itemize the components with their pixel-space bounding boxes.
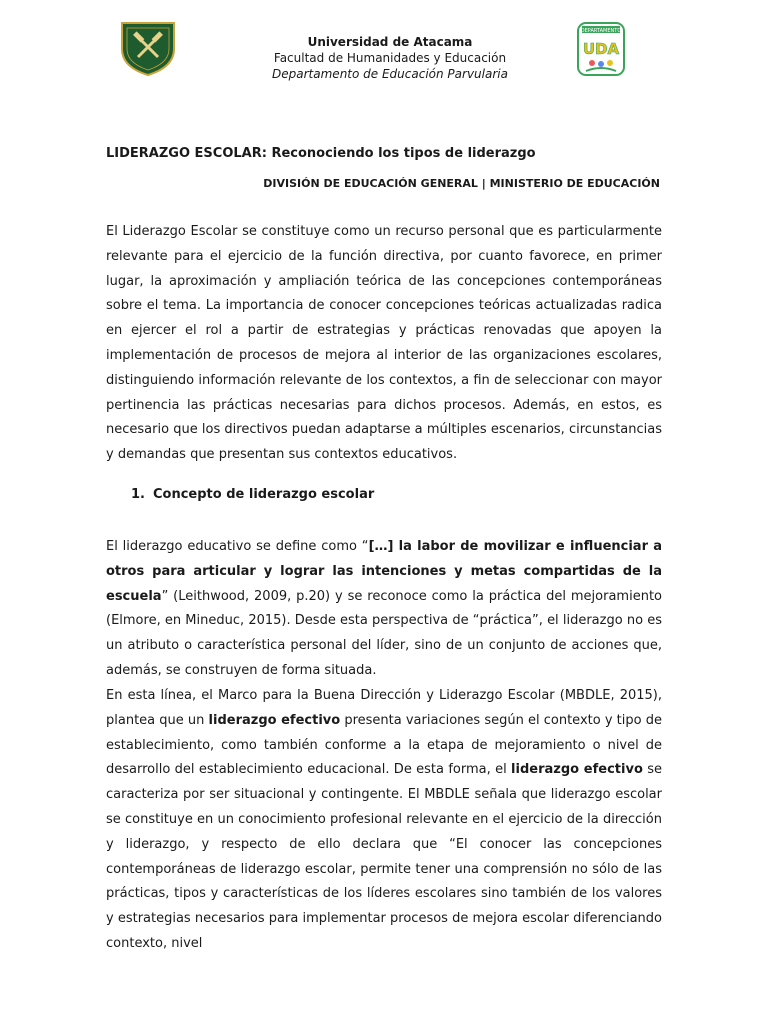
section-number: 1. — [131, 487, 145, 502]
shield-icon — [118, 19, 178, 77]
quote-bold: […] la labor de movilizar e influenciar a otros para articular y lograr las intenciones y metas compartidas de la escuela — [106, 539, 662, 604]
uda-logo-text: UDA — [582, 40, 620, 58]
faculty-name: Facultad de Humanidades y Educación — [273, 51, 507, 65]
bold-term: liderazgo efectivo — [511, 762, 643, 778]
text-run: ” (Leithwood, 2009, p.20) y se reconoce como la práctica del mejoramiento (Elmore, en Mineduc, 2015). Desde esta perspectiva de “práctica”, el liderazgo no es un atributo o característica personal del líder, sino de un conjunto de acciones que, además, se construyen de forma situada. — [106, 588, 662, 678]
uda-logo-icon — [576, 21, 626, 77]
section-heading — [131, 487, 374, 502]
document-header — [200, 34, 580, 82]
bold-term: liderazgo efectivo — [208, 712, 341, 728]
division-subtitle: DIVISIÓN DE EDUCACIÓN GENERAL | MINISTERIO DE EDUCACIÓN — [263, 177, 660, 190]
intro-paragraph: El Liderazgo Escolar se constituye como un recurso personal que es particularmente relevante para el ejercicio de la función directiva, por cuanto favorece, en primer lugar, la aproximación y ampliación teórica de las concepciones contemporáneas sobre el tema. La importancia de conocer concepciones teóricas actualizadas radica en ejercer el rol a partir de estrategias y prácticas renovadas que apoyen la implementación de procesos de mejora al interior de las organizaciones escolares, distinguiendo información relevante de los contextos, a fin de seleccionar con mayor pertinencia las prácticas necesarias para dichos procesos. Además, en estos, es necesario que los directivos puedan adaptarse a múltiples escenarios, circunstancias y demandas que presentan sus contextos educativos. — [106, 224, 662, 463]
universidad-de-atacama-logo — [118, 19, 178, 77]
uda-departamento-logo — [576, 21, 626, 77]
document-title: LIDERAZGO ESCOLAR: Reconociendo los tipos de liderazgo — [106, 146, 536, 161]
uda-logo-top-text: DEPARTAMENTO — [580, 28, 622, 34]
definition-paragraph — [106, 535, 662, 684]
text-run: En esta línea, el Marco para la Buena Dirección y Liderazgo Escolar (MBDLE, 2015), plantea que un — [106, 688, 662, 728]
section-title: Concepto de liderazgo escolar — [153, 487, 375, 502]
university-name: Universidad de Atacama — [307, 35, 473, 49]
mbdle-paragraph — [106, 684, 662, 957]
text-run: presenta variaciones según el contexto y tipo de establecimiento, como también conforme a la etapa de mejoramiento o nivel de desarrollo del establecimiento educacional. De esta forma, el — [106, 712, 662, 778]
text-run: El liderazgo educativo se define como “ — [106, 539, 369, 554]
department-name: Departamento de Educación Parvularia — [272, 67, 508, 81]
text-run: se caracteriza por ser situacional y contingente. El MBDLE señala que liderazgo escolar se constituye en un conocimiento profesional relevante en el ejercicio de la dirección y liderazgo, y respecto de ello declara que “El conocer las concepciones contemporáneas de liderazgo escolar, permite tener una comprensión no sólo de las prácticas, tipos y características de los líderes escolares sino también de los valores y estrategias necesarios para implementar procesos de mejora escolar diferenciando contexto, nivel — [106, 762, 662, 951]
